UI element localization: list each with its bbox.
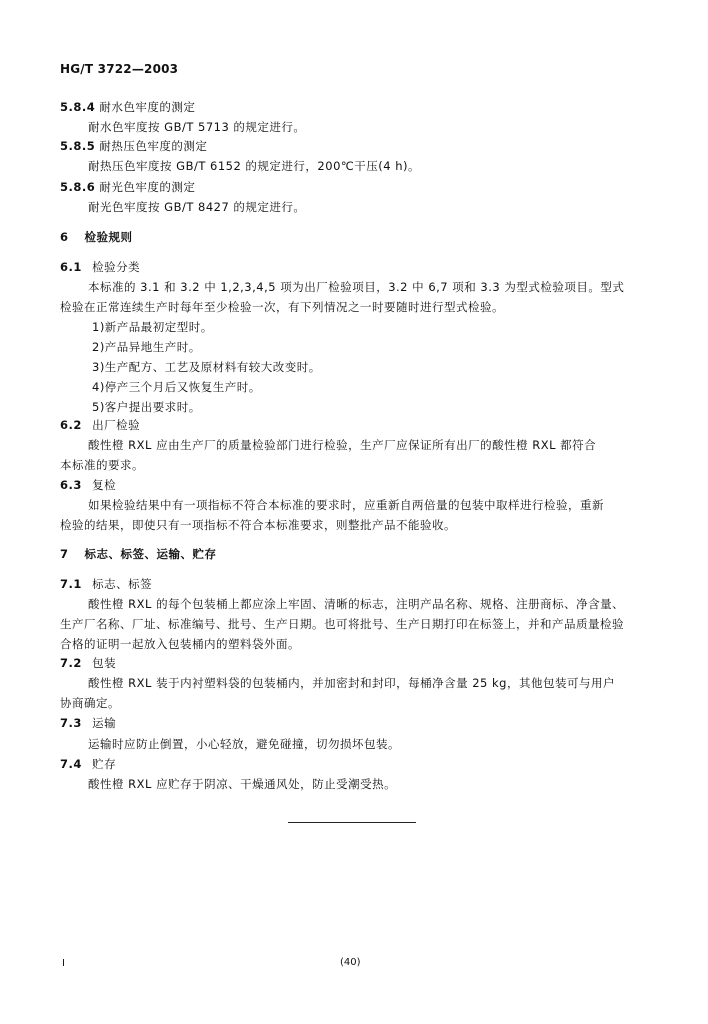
section-6-2-para-line2: 本标准的要求。 <box>60 458 144 472</box>
section-7-3-heading <box>60 716 116 730</box>
list-item: 3)生产配方、工艺及原材料有较大改变时。 <box>92 360 321 374</box>
section-title: 耐水色牢度的测定 <box>99 100 196 114</box>
list-item: 1)新产品最初定型时。 <box>92 320 213 334</box>
section-5-8-5-text: 耐热压色牢度按 GB/T 6152 的规定进行，200℃干压(4 h)。 <box>88 159 421 173</box>
section-5-8-6-heading <box>60 180 195 194</box>
section-number: 6.2 <box>60 418 82 432</box>
section-7-1-para-line3: 合格的证明一起放入包装桶内的塑料袋外面。 <box>60 637 300 651</box>
section-7-1-para-line2: 生产厂名称、厂址、标准编号、批号、生产日期。也可将批号、生产日期打印在标签上，并和产品质量检验 <box>60 617 624 631</box>
section-7-2-para-line1: 酸性橙 RXL 装于内衬塑料袋的包装桶内，并加密封和封印，每桶净含量 25 kg，其他包装可与用户 <box>88 676 615 690</box>
section-5-8-4-text: 耐水色牢度按 GB/T 5713 的规定进行。 <box>88 120 306 134</box>
list-item: 2)产品异地生产时。 <box>92 340 201 354</box>
section-number: 7.4 <box>60 757 82 771</box>
section-7-2-heading <box>60 656 116 670</box>
section-title: 标志、标签 <box>92 577 153 591</box>
section-7-2-para-line2: 协商确定。 <box>60 696 120 710</box>
section-number: 5.8.6 <box>60 180 96 194</box>
section-6-2-para-line1: 酸性橙 RXL 应由生产厂的质量检验部门进行检验，生产厂应保证所有出厂的酸性橙 RXL 都符合 <box>88 438 597 452</box>
standard-code-header: HG/T 3722—2003 <box>60 62 179 76</box>
section-title: 复检 <box>92 478 117 492</box>
section-title: 贮存 <box>92 757 117 771</box>
section-6-1-heading <box>60 260 140 274</box>
footer-mark: I <box>62 958 65 969</box>
section-number: 7.2 <box>60 656 82 670</box>
section-number: 5.8.4 <box>60 100 96 114</box>
section-6-2-heading <box>60 418 140 432</box>
chapter-number: 7 <box>60 547 69 561</box>
page-number: (40) <box>340 957 361 968</box>
section-title: 耐热压色牢度的测定 <box>99 139 208 153</box>
chapter-title: 标志、标签、运输、贮存 <box>84 547 217 561</box>
list-item: 5)客户提出要求时。 <box>92 400 201 414</box>
chapter-number: 6 <box>60 230 69 244</box>
section-5-8-5-heading <box>60 139 207 153</box>
section-title: 出厂检验 <box>92 418 141 432</box>
section-7-1-para-line1: 酸性橙 RXL 的每个包装桶上都应涂上牢固、清晰的标志，注明产品名称、规格、注册商标、净含量、 <box>88 597 625 611</box>
chapter-title: 检验规则 <box>84 230 133 244</box>
section-5-8-6-text: 耐光色牢度按 GB/T 8427 的规定进行。 <box>88 200 306 214</box>
section-number: 7.3 <box>60 716 82 730</box>
section-7-1-heading <box>60 577 152 591</box>
section-6-1-para-line1: 本标准的 3.1 和 3.2 中 1,2,3,4,5 项为出厂检验项目，3.2 中 6,7 项和 3.3 为型式检验项目。型式 <box>88 280 625 294</box>
section-number: 6.3 <box>60 478 82 492</box>
section-7-3-text: 运输时应防止倒置，小心轻放，避免碰撞，切勿损坏包装。 <box>88 737 400 751</box>
section-title: 耐光色牢度的测定 <box>99 180 196 194</box>
section-6-1-para-line2: 检验在正常连续生产时每年至少检验一次，有下列情况之一时要随时进行型式检验。 <box>60 300 504 314</box>
section-title: 运输 <box>92 716 117 730</box>
chapter-6-heading <box>60 230 133 244</box>
section-5-8-4-heading <box>60 100 195 114</box>
section-6-3-para-line1: 如果检验结果中有一项指标不符合本标准的要求时，应重新自两倍量的包装中取样进行检验，重新 <box>88 498 604 512</box>
chapter-7-heading <box>60 547 217 561</box>
section-number: 6.1 <box>60 260 82 274</box>
section-number: 7.1 <box>60 577 82 591</box>
section-number: 5.8.5 <box>60 139 96 153</box>
section-6-3-heading <box>60 478 116 492</box>
end-of-text-rule <box>288 822 416 823</box>
section-title: 包装 <box>92 656 117 670</box>
section-7-4-heading <box>60 757 116 771</box>
section-7-4-text: 酸性橙 RXL 应贮存于阴凉、干燥通风处，防止受潮受热。 <box>88 777 397 791</box>
list-item: 4)停产三个月后又恢复生产时。 <box>92 380 261 394</box>
section-6-3-para-line2: 检验的结果，即使只有一项指标不符合本标准要求，则整批产品不能验收。 <box>60 518 456 532</box>
section-title: 检验分类 <box>92 260 141 274</box>
